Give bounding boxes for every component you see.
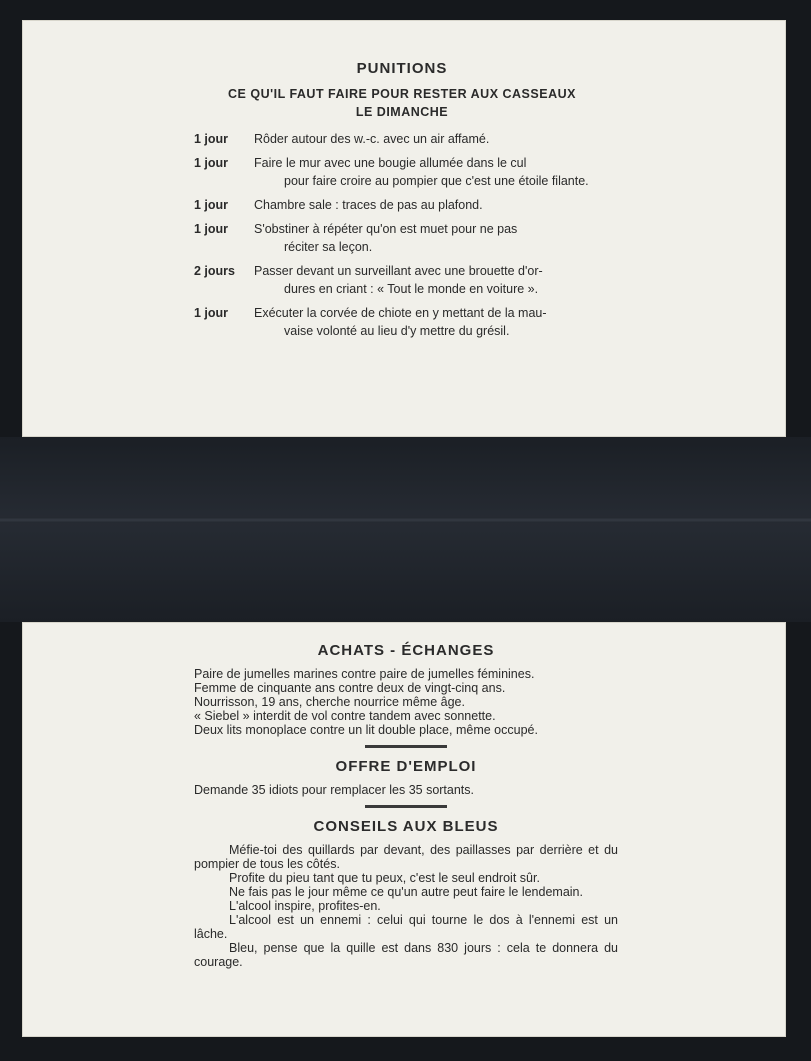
punition-text: Passer devant un surveillant avec une brouette d'or-	[254, 264, 543, 278]
punition-duration: 1 jour	[194, 306, 229, 320]
punitions-title: PUNITIONS	[356, 60, 448, 77]
achats-line: Femme de cinquante ans contre deux de vingt-cinq ans.	[194, 681, 506, 695]
achats-list	[194, 667, 618, 737]
punitions-subtitle-line2: LE DIMANCHE	[355, 105, 449, 119]
conseil-paragraph: Ne fais pas le jour même ce qu'un autre peut faire le lendemain.	[229, 885, 583, 899]
punitions-card	[22, 20, 786, 437]
conseil-paragraph: Méfie-toi des quillards par devant, des paillasses par derrière et du pompier de tous les côtés.	[194, 843, 618, 871]
offre-title: OFFRE D'EMPLOI	[335, 758, 477, 775]
punition-text-continued: vaise volonté au lieu d'y mettre du grésil.	[284, 324, 510, 338]
punition-item	[194, 196, 614, 214]
punition-text-continued: dures en criant : « Tout le monde en voiture ».	[284, 282, 539, 296]
punitions-subtitle-line1: CE QU'IL FAUT FAIRE POUR RESTER AUX CASSEAUX	[228, 87, 576, 101]
punition-duration: 1 jour	[194, 222, 229, 236]
punitions-list	[194, 130, 614, 346]
punition-text-continued: réciter sa leçon.	[284, 240, 373, 254]
achats-line: Nourrisson, 19 ans, cherche nourrice même âge.	[194, 695, 465, 709]
offre-text: Demande 35 idiots pour remplacer les 35 sortants.	[194, 783, 475, 797]
punition-text: Rôder autour des w.-c. avec un air affamé.	[254, 132, 490, 146]
punition-item	[194, 304, 614, 340]
section-divider	[365, 805, 447, 808]
background-fold	[0, 437, 811, 622]
conseils-title: CONSEILS AUX BLEUS	[313, 818, 499, 835]
conseil-paragraph: L'alcool inspire, profites-en.	[229, 899, 381, 913]
punition-text: Faire le mur avec une bougie allumée dans le cul	[254, 156, 527, 170]
conseil-paragraph: L'alcool est un ennemi : celui qui tourne le dos à l'ennemi est un lâche.	[194, 913, 618, 941]
punition-text: Chambre sale : traces de pas au plafond.	[254, 198, 483, 212]
punition-duration: 1 jour	[194, 132, 229, 146]
punition-item	[194, 262, 614, 298]
conseil-paragraph: Bleu, pense que la quille est dans 830 jours : cela te donnera du courage.	[194, 941, 618, 969]
conseil-paragraph: Profite du pieu tant que tu peux, c'est le seul endroit sûr.	[229, 871, 540, 885]
achats-title: ACHATS - ÉCHANGES	[317, 642, 495, 659]
achats-line: Deux lits monoplace contre un lit double place, même occupé.	[194, 723, 538, 737]
punition-duration: 1 jour	[194, 156, 229, 170]
conseils-list	[194, 843, 618, 969]
punition-text: S'obstiner à répéter qu'on est muet pour ne pas	[254, 222, 518, 236]
achats-line: Paire de jumelles marines contre paire de jumelles féminines.	[194, 667, 535, 681]
punition-item	[194, 154, 614, 190]
paper-crease	[0, 517, 811, 523]
punition-item	[194, 130, 614, 148]
annonces-card	[22, 622, 786, 1037]
punition-duration: 2 jours	[194, 264, 235, 278]
achats-line: « Siebel » interdit de vol contre tandem avec sonnette.	[194, 709, 496, 723]
punition-duration: 1 jour	[194, 198, 229, 212]
punition-text-continued: pour faire croire au pompier que c'est une étoile filante.	[284, 174, 589, 188]
punition-item	[194, 220, 614, 256]
punition-text: Exécuter la corvée de chiote en y mettant de la mau-	[254, 306, 547, 320]
section-divider	[365, 745, 447, 748]
